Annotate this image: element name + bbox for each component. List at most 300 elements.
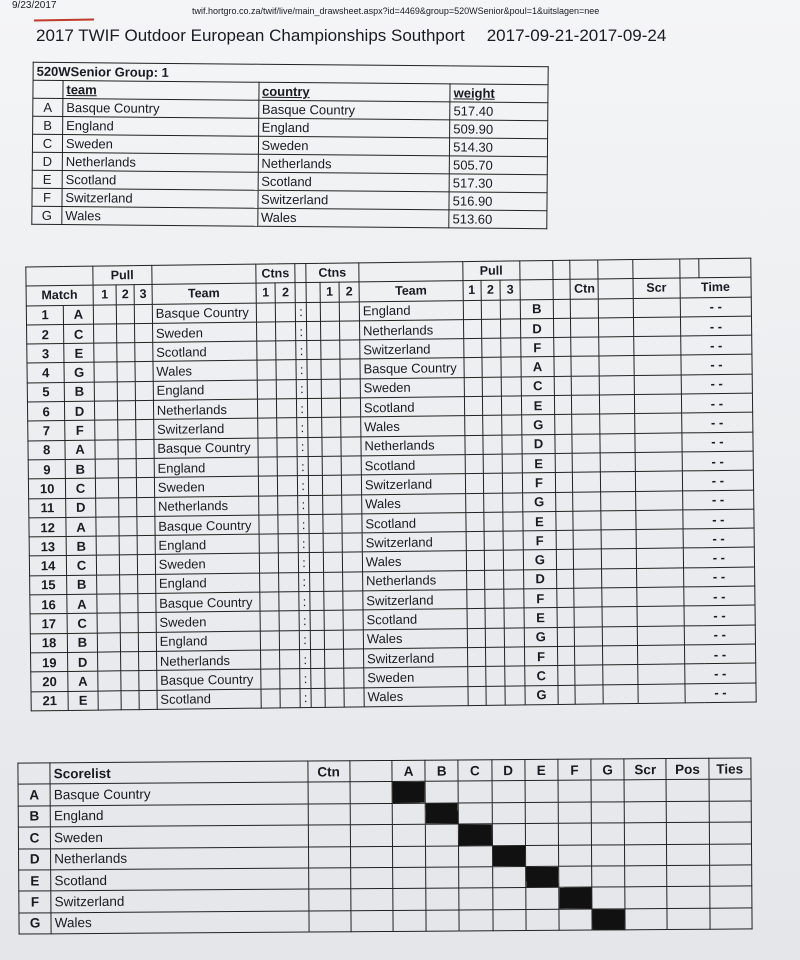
group-weight-header: weight — [450, 84, 548, 103]
match-right-letter: E — [521, 396, 554, 416]
pull-3-header: 3 — [134, 285, 152, 305]
pull-cell — [120, 632, 138, 652]
pos-cell — [667, 865, 709, 887]
pull-cell — [96, 536, 120, 556]
ctn-cell — [308, 825, 350, 847]
ctns-cell — [321, 360, 341, 380]
blank-cell — [598, 279, 633, 299]
pull-cell — [466, 570, 484, 590]
match-left-team: Basque Country — [152, 303, 256, 324]
ctns-cell — [276, 302, 296, 322]
scr-cell — [633, 298, 680, 318]
time-cell: - - — [681, 374, 752, 394]
scr-cell — [637, 606, 684, 626]
ctns-cell — [276, 360, 296, 380]
match-right-letter: F — [523, 531, 556, 551]
match-number: 20 — [31, 672, 69, 692]
pull-cell — [96, 575, 120, 595]
score-cell — [426, 824, 459, 846]
group-row — [32, 206, 547, 228]
pull-cell — [94, 420, 118, 440]
blank-cell — [152, 264, 256, 285]
ctn-cell — [558, 685, 576, 705]
match-left-letter: B — [67, 575, 97, 595]
score-cell — [592, 844, 625, 866]
pull-cell — [501, 377, 521, 397]
blank-cell — [350, 825, 392, 847]
scorelist-team: Switzerland — [51, 889, 309, 912]
score-cell — [558, 802, 591, 824]
blank-cell — [18, 763, 50, 785]
team-name: Netherlands — [62, 153, 258, 173]
score-cell — [392, 803, 425, 825]
pull-cell — [119, 536, 137, 556]
ctn-cell — [573, 491, 601, 511]
blank-cell — [520, 261, 553, 281]
pos-cell — [667, 887, 709, 909]
team-weight: 514.30 — [450, 138, 548, 157]
match-left-team: Basque Country — [157, 669, 261, 690]
match-right-letter: D — [523, 569, 556, 589]
scr-cell — [625, 908, 667, 930]
group-title: 520WSenior Group: 1 — [33, 62, 548, 84]
ctns-cell — [322, 456, 342, 476]
pull-cell — [464, 396, 482, 416]
ctn-cell — [571, 356, 599, 376]
match-right-team: Switzerland — [363, 590, 467, 611]
team-letter: E — [32, 170, 62, 188]
time-cell: - - — [683, 567, 754, 587]
ctns-cell — [277, 418, 297, 438]
blank-cell — [351, 889, 393, 911]
pull-cell — [482, 416, 502, 436]
pull-cell — [139, 651, 157, 671]
ctns-cell — [307, 379, 321, 398]
match-left-team: Sweden — [155, 554, 259, 575]
match-right-team: Wales — [362, 493, 466, 514]
ctns-cell — [311, 669, 325, 688]
match-left-letter: E — [64, 343, 94, 363]
time-header: Time — [680, 277, 751, 297]
pull-cell — [135, 362, 153, 382]
match-number: 15 — [30, 575, 68, 595]
ctns-cell — [310, 630, 324, 649]
ctn-cell — [575, 646, 603, 666]
ctns-2-header: 2 — [275, 283, 295, 303]
match-right-team: Scotland — [363, 609, 467, 630]
time-cell: - - — [683, 509, 754, 529]
match-number: 4 — [27, 363, 65, 383]
pull-cell — [97, 671, 121, 691]
scr-cell — [625, 887, 667, 909]
ctns-cell — [343, 591, 363, 611]
scorelist-title: Scorelist — [50, 761, 308, 784]
scr-cell — [636, 548, 683, 568]
match-left-letter: A — [64, 305, 94, 325]
ctn-cell — [556, 492, 574, 512]
match-right-team: Wales — [363, 628, 467, 649]
team-header-right: Team — [359, 281, 463, 302]
ctn-cell — [572, 376, 600, 396]
ctns-cell — [279, 572, 299, 592]
ctns-cell — [340, 379, 360, 399]
ctns-cell — [320, 302, 340, 322]
ctns-cell — [324, 668, 344, 688]
match-left-letter: A — [68, 671, 98, 691]
time-cell: - - — [681, 412, 752, 432]
team-letter: A — [33, 98, 63, 116]
colon-cell: : — [296, 302, 307, 321]
time-cell: - - — [681, 393, 752, 413]
pos-cell — [666, 780, 708, 802]
opponent-letter-header: B — [425, 760, 458, 782]
team-name: Sweden — [62, 135, 258, 155]
pos-cell — [667, 822, 709, 844]
ctns-cell — [343, 552, 363, 572]
team-country: England — [258, 118, 450, 138]
ctns-cell — [320, 340, 340, 360]
pos-cell — [667, 908, 709, 930]
match-left-letter: C — [67, 556, 97, 576]
pull-cell — [503, 492, 523, 512]
pull-cell — [501, 319, 521, 339]
pull-cell — [139, 690, 157, 710]
ctns-cell — [256, 341, 276, 361]
pull-cell — [484, 570, 504, 590]
scorelist-team: England — [50, 804, 308, 827]
ctn-cell — [308, 782, 350, 804]
ctns-cell — [258, 457, 278, 477]
time-cell: - - — [682, 451, 753, 471]
scr-cell — [634, 336, 681, 356]
ctns-cell — [321, 417, 341, 437]
ctns-cell — [257, 418, 277, 438]
pull-cell — [95, 459, 119, 479]
ctn-cell — [575, 627, 603, 647]
score-cell — [559, 909, 592, 931]
match-right-team: Netherlands — [361, 435, 465, 456]
match-number: 11 — [29, 498, 67, 518]
pull-cell — [94, 401, 118, 421]
pull-cell — [119, 478, 137, 498]
ctns-cell — [307, 398, 321, 417]
pull-cell — [117, 324, 135, 344]
time-cell: - - — [682, 490, 753, 510]
score-cell — [492, 888, 525, 910]
score-cell — [525, 888, 558, 910]
scorelist-row — [19, 908, 752, 935]
ctns-cell — [257, 360, 277, 380]
pull-cell — [118, 439, 136, 459]
time-cell: - - — [684, 586, 755, 606]
scr-cell — [603, 626, 638, 646]
colon-cell: : — [297, 399, 308, 418]
ctns-cell — [308, 476, 322, 495]
match-left-team: England — [155, 534, 259, 555]
pull-cell — [467, 609, 485, 629]
ctn-cell — [571, 337, 599, 357]
match-right-team: Basque Country — [360, 358, 464, 379]
score-cell — [458, 781, 491, 803]
pull-cell — [504, 550, 524, 570]
pull-cell — [501, 338, 521, 358]
match-left-team: Wales — [153, 361, 257, 382]
scr-cell — [635, 433, 682, 453]
scr-cell — [634, 375, 681, 395]
ties-cell — [709, 822, 752, 844]
ctns-cell — [310, 591, 324, 610]
pull-cell — [467, 667, 485, 687]
blank-cell — [295, 283, 306, 302]
ctns-cell — [321, 398, 341, 418]
blank-cell — [520, 280, 553, 300]
scr-cell — [602, 568, 637, 588]
group-letter-header — [33, 80, 63, 98]
ctn-cell — [574, 530, 602, 550]
pull-cell — [502, 415, 522, 435]
ctns-cell — [257, 380, 277, 400]
ties-cell — [709, 886, 752, 908]
ctns-cell — [280, 650, 300, 670]
pull-cell — [135, 343, 153, 363]
match-right-letter: E — [522, 453, 555, 473]
pos-header: Pos — [666, 758, 708, 780]
ctn-cell — [553, 318, 571, 338]
pull-cell — [463, 339, 481, 359]
match-left-letter: B — [68, 633, 98, 653]
colon-cell: : — [298, 534, 309, 553]
ctn-cell — [555, 453, 573, 473]
blank-cell — [699, 258, 751, 278]
pull-cell — [134, 304, 152, 324]
match-number: 21 — [31, 691, 69, 711]
scorelist-letter: A — [18, 784, 50, 806]
match-right-letter: G — [525, 685, 558, 705]
match-number: 10 — [28, 479, 66, 499]
match-left-letter: A — [66, 517, 96, 537]
group-country-header: country — [258, 82, 450, 102]
blank-cell — [26, 266, 93, 286]
score-cell — [592, 866, 625, 888]
ctns-cell — [306, 321, 320, 340]
match-left-team: Basque Country — [155, 515, 259, 536]
ctns-cell — [343, 610, 363, 630]
scr-cell — [635, 491, 682, 511]
colon-cell: : — [298, 495, 309, 514]
scr-cell — [638, 683, 685, 703]
opponent-letter-header: G — [591, 759, 624, 781]
match-number: 18 — [30, 633, 68, 653]
match-right-team: Sweden — [360, 377, 464, 398]
blank-cell — [350, 760, 392, 782]
self-match-shaded-cell — [492, 845, 525, 867]
pull-1-header: 1 — [463, 281, 481, 301]
match-left-team: Scotland — [153, 341, 257, 362]
time-cell: - - — [680, 316, 751, 336]
ties-header: Ties — [709, 758, 752, 780]
ctns-cell — [342, 494, 362, 514]
team-header-left: Team — [152, 283, 256, 304]
pull-cell — [464, 416, 482, 436]
ctn-cell — [308, 846, 350, 868]
match-right-letter: E — [523, 511, 556, 531]
pull-cell — [484, 531, 504, 551]
pull-cell — [138, 593, 156, 613]
pull-cell — [505, 647, 525, 667]
ctns-cell — [259, 553, 279, 573]
pull-cell — [121, 652, 139, 672]
scr-cell — [602, 549, 637, 569]
ctns-cell — [342, 533, 362, 553]
pull-cell — [483, 454, 503, 474]
team-name: Scotland — [62, 171, 258, 191]
pull-cell — [484, 551, 504, 571]
blank-cell — [306, 283, 320, 302]
match-right-letter: C — [525, 666, 558, 686]
match-right-team: Wales — [362, 551, 466, 572]
team-country: Wales — [257, 208, 449, 228]
ctn-header: Ctn — [307, 761, 349, 783]
match-right-team: Wales — [364, 686, 468, 707]
blank-cell — [553, 260, 571, 280]
ctn-cell — [308, 889, 350, 911]
blank-cell — [295, 264, 306, 283]
match-left-letter: A — [67, 594, 97, 614]
pull-cell — [137, 536, 155, 556]
match-left-team: Netherlands — [154, 496, 258, 517]
time-cell: - - — [684, 663, 755, 683]
blank-cell — [350, 782, 392, 804]
scr-cell — [603, 645, 638, 665]
pull-cell — [504, 589, 524, 609]
colon-cell: : — [298, 476, 309, 495]
pull-cell — [463, 319, 481, 339]
pull-cell — [483, 493, 503, 513]
scr-cell — [599, 317, 634, 337]
ctns-cell — [309, 514, 323, 533]
ctns-cell — [309, 533, 323, 552]
score-cell — [525, 781, 558, 803]
match-right-team: Scotland — [360, 397, 464, 418]
match-number: 7 — [28, 421, 66, 441]
ctns-cell — [278, 457, 298, 477]
time-cell: - - — [680, 335, 751, 355]
opponent-letter-header: D — [491, 760, 524, 782]
scr-cell — [638, 664, 685, 684]
scr-cell — [625, 865, 667, 887]
colon-cell: : — [297, 456, 308, 475]
pull-cell — [97, 652, 121, 672]
scorelist-letter: G — [19, 913, 51, 935]
scr-cell — [624, 780, 666, 802]
match-right-letter: G — [522, 492, 555, 512]
pull-3-header: 3 — [500, 280, 520, 300]
scorelist-table — [17, 757, 752, 934]
pull-cell — [93, 324, 117, 344]
ctns-cell — [320, 321, 340, 341]
ties-cell — [709, 865, 752, 887]
colon-cell: : — [300, 688, 311, 707]
ctn-cell — [555, 415, 573, 435]
score-cell — [393, 889, 426, 911]
scorelist-letter: C — [18, 827, 50, 849]
match-number: 8 — [28, 440, 66, 460]
scr-cell — [624, 801, 666, 823]
pull-cell — [117, 381, 135, 401]
ctn-cell — [574, 607, 602, 627]
scr-cell — [602, 588, 637, 608]
pull-cell — [466, 551, 484, 571]
score-cell — [426, 846, 459, 868]
pull-cell — [503, 473, 523, 493]
pull-cell — [95, 440, 119, 460]
self-match-shaded-cell — [392, 782, 425, 804]
pull-cell — [137, 497, 155, 517]
ctns-cell — [341, 417, 361, 437]
blank-cell — [553, 280, 571, 300]
scr-cell — [636, 568, 683, 588]
scorelist-letter: B — [18, 806, 50, 828]
pull-cell — [481, 338, 501, 358]
ctn-cell — [557, 627, 575, 647]
ctn-cell — [558, 646, 576, 666]
pull-cell — [482, 377, 502, 397]
ctns-cell — [344, 668, 364, 688]
match-right-letter: G — [523, 550, 556, 570]
ctns-cell — [260, 611, 280, 631]
match-left-team: England — [155, 573, 259, 594]
print-date: 9/23/2017 — [12, 0, 57, 11]
ctns-cell — [339, 301, 359, 321]
match-left-letter: A — [65, 440, 95, 460]
ctn-cell — [575, 665, 603, 685]
match-number: 9 — [28, 459, 66, 479]
time-cell: - - — [683, 528, 754, 548]
team-weight: 509.90 — [450, 120, 548, 139]
match-right-letter: D — [522, 434, 555, 454]
ctns-cell — [311, 688, 325, 707]
score-cell — [526, 909, 559, 931]
team-weight: 517.30 — [449, 174, 547, 193]
colon-cell: : — [297, 437, 308, 456]
ctn-cell — [553, 299, 571, 319]
pull-cell — [94, 382, 118, 402]
blank-cell — [598, 260, 633, 280]
pull-cell — [117, 343, 135, 363]
pos-cell — [667, 801, 709, 823]
score-cell — [558, 845, 591, 867]
pull-cell — [136, 478, 154, 498]
match-left-team: Basque Country — [154, 438, 258, 459]
ctn-cell — [574, 549, 602, 569]
match-left-letter: B — [65, 459, 95, 479]
pull-cell — [120, 555, 138, 575]
ctns-cell — [307, 360, 321, 379]
pull-cell — [505, 666, 525, 686]
pull-2-header: 2 — [116, 285, 134, 305]
match-right-letter: E — [524, 608, 557, 628]
team-country: Netherlands — [258, 154, 450, 174]
colon-cell: : — [296, 321, 307, 340]
pull-cell — [121, 690, 139, 710]
blank-cell — [680, 259, 700, 279]
pull-cell — [485, 666, 505, 686]
pull-cell — [116, 304, 134, 324]
pull-cell — [93, 304, 117, 324]
pull-cell — [482, 435, 502, 455]
pull-cell — [138, 632, 156, 652]
opponent-letter-header: E — [525, 759, 558, 781]
